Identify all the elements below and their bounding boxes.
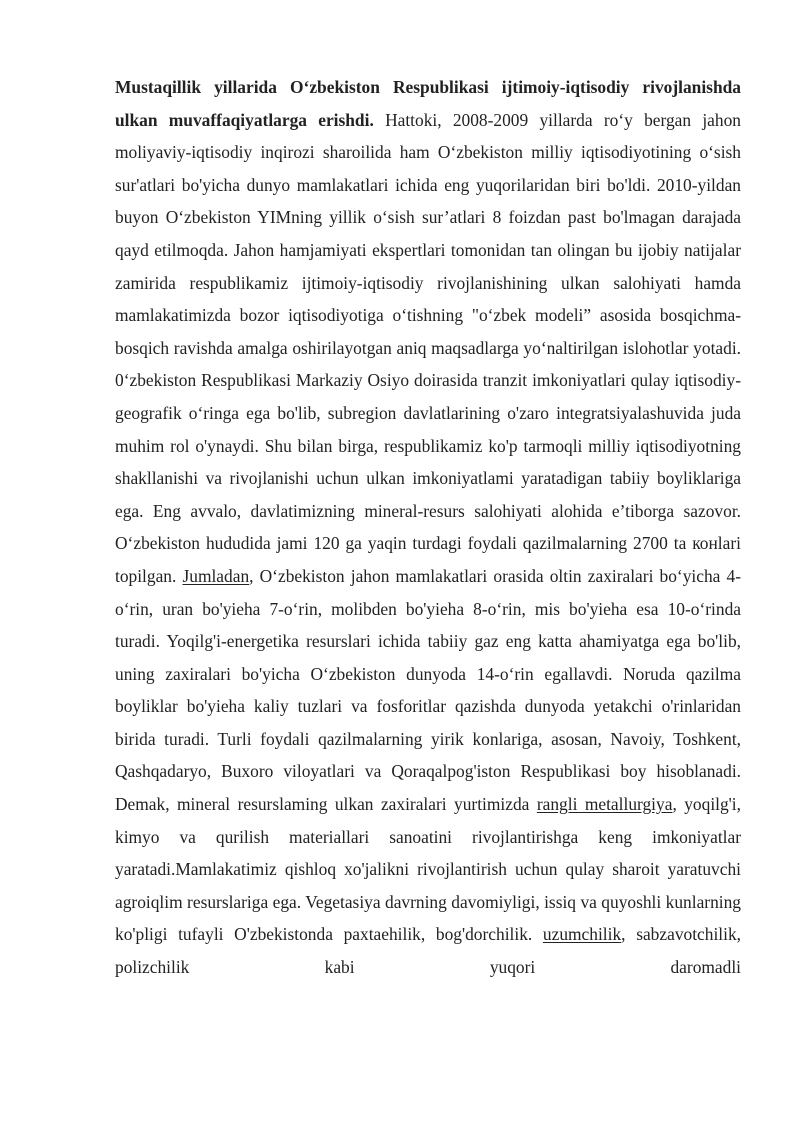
paragraph-text: , yoqilg'i, kimyo va qurilish materiallari sanoatini rivojlantirishga keng imkoniyatlar yaratadi.Mamlakatimiz qishloq xo'jalikni rivojlantirish uchun qulay sharoit yaratuvchi agroiqlim resurslariga ega. Vegetasiya davrning davomiyligi, issiq va quyoshli kunlarning ko'pligi tufayli O'zbekistonda paxtaehilik, bog'dorchilik. — [115, 794, 741, 945]
document-page — [115, 71, 741, 984]
lead-sentence: Mustaqillik yillarida O‘zbekiston Respublikasi ijtimoiy-iqtisodiy rivojlanishda ulkan muvaffaqiyatlarga erishdi. — [115, 77, 741, 130]
paragraph-text: , sabzavotchilik, polizchilik kabi yuqori daromadli — [115, 924, 741, 978]
paragraph-text: Hattoki, 2008-2009 yillarda ro‘y bergan jahon moliyaviy-iqtisodiy inqirozi sharoilida ham O‘zbekiston milliy iqtisodiyotining o‘sish sur'atlari bo'yicha dunyo mamlakatlari ichida eng yuqorilaridan biri bo'ldi. 2010-yildan buyon O‘zbekiston YIMning yillik o‘sish sur’atlari 8 foizdan past bo'lmagan darajada qayd etilmoqda. Jahon hamjamiyati ekspertlari tomonidan tan olingan bu ijobiy natijalar zamirida respublikamiz ijtimoiy-iqtisodiy rivojlanishining ulkan salohiyati hamda mamlakatimizda bozor iqtisodiyotiga o‘tishning "o‘zbek modeli” asosida bosqichma-bosqich ravishda amalga oshirilayotgan aniq maqsadlarga yo‘naltirilgan islohotlar yotadi. 0‘zbekiston Respublikasi Markaziy Osiyo doirasida tranzit imkoniyatlari qulay iqtisodiy-geografik o‘ringa ega bo'lib, subregion davlatlarining o'zaro integratsiyalashuvida juda muhim rol o'ynaydi. Shu bilan birga, respublikamiz ko'p tarmoqli milliy iqtisodiyotning shakllanishi va rivojlanishi uchun ulkan imkoniyatlami yaratadigan tabiiy boyliklariga ega. Eng avvalo, davlatimizning mineral-resurs salohiyati alohida e’tiborga sazovor. O‘zbekiston hududida jami 120 ga yaqin turdagi foydali qazilmalarning 2700 ta конlari topilgan. — [115, 109, 741, 586]
link-jumladan[interactable]: Jumladan — [182, 565, 250, 586]
link-uzumchilik[interactable]: uzumchilik — [542, 924, 622, 945]
paragraph-text: , O‘zbekiston jahon mamlakatlari orasida oltin zaxiralari bo‘yicha 4-o‘rin, uran bo'yieha 7-o‘rin, molibden bo'yieha 8-o‘rin, mis bo'yieha esa 10-o‘rinda turadi. Yoqilg'i-energetika resurslari ichida tabiiy gaz eng katta ahamiyatga ega bo'lib, uning zaxiralari bo'yicha O‘zbekiston dunyoda 14-o‘rin egallavdi. Noruda qazilma boyliklar bo'yieha kaliy tuzlari va fosforitlar qazishda dunyoda yetakchi o'rinlaridan birida turadi. Turli foydali qazilmalarning yirik konlariga, asosan, Navoiy, Toshkent, Qashqadaryo, Buxoro viloyatlari va Qoraqalpog'iston Respublikasi boy hisoblanadi. Demak, mineral resurslaming ulkan zaxiralari yurtimizda — [115, 565, 741, 815]
link-rangli-metallurgiya[interactable]: rangli metallurgiya — [536, 794, 673, 815]
body-paragraph — [115, 71, 741, 984]
